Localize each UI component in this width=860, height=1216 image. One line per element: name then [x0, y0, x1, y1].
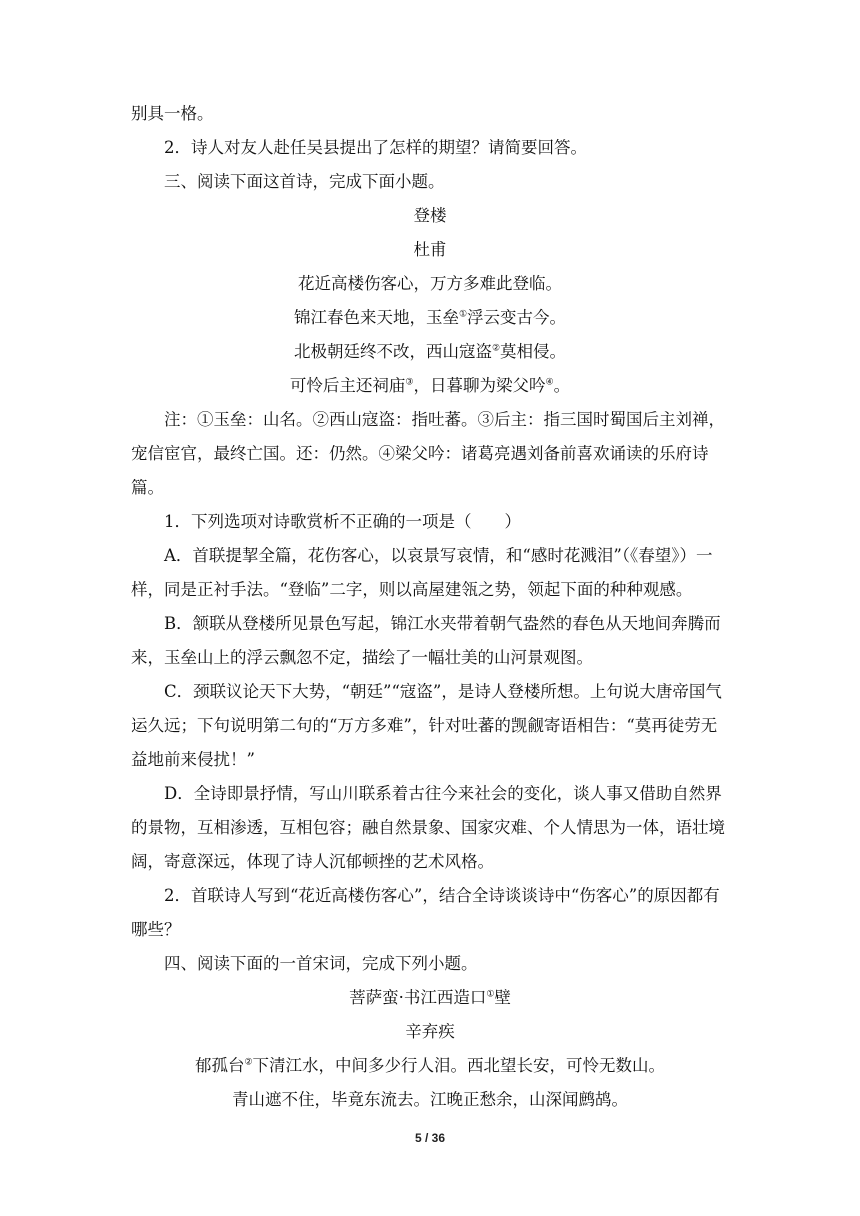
poem-1-line-4 [131, 369, 729, 403]
footnote-marker: ② [491, 343, 501, 354]
option-c: C．颈联议论天下大势，“朝廷”“寇盗”，是诗人登楼所想。上句说大唐帝国气运久远；下句说明第二句的“万方多难”，针对吐蕃的觊觎寄语相告：“莫再徒劳无益地前来侵扰！” [131, 682, 722, 769]
poem-text: 。 [553, 376, 571, 395]
option-d: D．全诗即景抒情，写山川联系着古往今来社会的变化，谈人事又借助自然界的景物，互相渗透，互相包容；融自然景象、国家灾难、个人情思为一体，语壮境阔，寄意深远，体现了诗人沉郁顿挫的艺术风格。 [131, 784, 725, 871]
poem-1-author: 杜甫 [413, 240, 447, 259]
poem-text: ，日暮聊为梁父吟 [413, 376, 546, 395]
poem-title-text: 菩萨蛮·书江西造口 [349, 988, 487, 1007]
poem-1-line-3 [131, 335, 729, 369]
footnote-marker: ① [458, 309, 468, 320]
poem-1-notes: 注：①玉垒：山名。②西山寇盗：指吐蕃。③后主：指三国时蜀国后主刘禅，宠信宦官，最终亡国。还：仍然。④梁父吟：诸葛亮遇刘备前喜欢诵读的乐府诗篇。 [131, 410, 725, 497]
text-line: 别具一格。 [131, 104, 214, 123]
question-2-text: 2．诗人对友人赴任吴县提出了怎样的期望？请简要回答。 [164, 138, 587, 157]
poem-2-title [131, 981, 729, 1015]
page-number: 5 / 36 [414, 1131, 446, 1145]
option-a: A．首联提挈全篇，花伤客心，以哀景写哀情，和“感时花溅泪”（《春望》）一样，同是正衬手法。“登临”二字，则以高屋建瓴之势，领起下面的种种观感。 [131, 546, 713, 599]
footnote-marker: ② [244, 1057, 253, 1068]
poem-text: 浮云变古今。 [467, 308, 567, 327]
poem-2-author: 辛弃疾 [405, 1022, 455, 1041]
document-body [131, 97, 729, 1117]
poem-1-line-1: 花近高楼伤客心，万方多难此登临。 [298, 274, 562, 293]
poem-text: 莫相侵。 [500, 342, 567, 361]
poem-text: 锦江春色来天地，玉垒 [293, 308, 459, 327]
question-2-stem: 2．首联诗人写到“花近高楼伤客心”，结合全诗谈谈诗中“伤客心”的原因都有哪些？ [131, 886, 720, 939]
poem-1-line-2 [131, 301, 729, 335]
poem-2-line-1 [131, 1049, 729, 1083]
footnote-marker: ① [486, 989, 495, 1000]
poem-text: 下清江水，中间多少行人泪。西北望长安，可怜无数山。 [252, 1056, 666, 1075]
footnote-marker: ④ [545, 377, 554, 388]
poem-2-line-2: 青山遮不住，毕竟东流去。江晚正愁余，山深闻鹧鸪。 [232, 1090, 628, 1109]
poem-text: 北极朝廷终不改，西山寇盗 [293, 342, 492, 361]
poem-text: 可怜后主还祠庙 [289, 376, 406, 395]
question-1-stem: 1．下列选项对诗歌赏析不正确的一项是（ ） [164, 512, 521, 531]
section-3-heading: 三、阅读下面这首诗，完成下面小题。 [164, 172, 445, 191]
poem-1-title: 登楼 [413, 206, 447, 225]
option-b: B．颔联从登楼所见景色写起，锦江水夹带着朝气盎然的春色从天地间奔腾而来，玉垒山上的浮云飘忽不定，描绘了一幅壮美的山河景观图。 [131, 614, 721, 667]
section-4-heading: 四、阅读下面的一首宋词，完成下列小题。 [164, 954, 478, 973]
poem-text: 郁孤台 [194, 1056, 245, 1075]
footnote-marker: ③ [405, 377, 414, 388]
poem-title-text: 壁 [494, 988, 511, 1007]
